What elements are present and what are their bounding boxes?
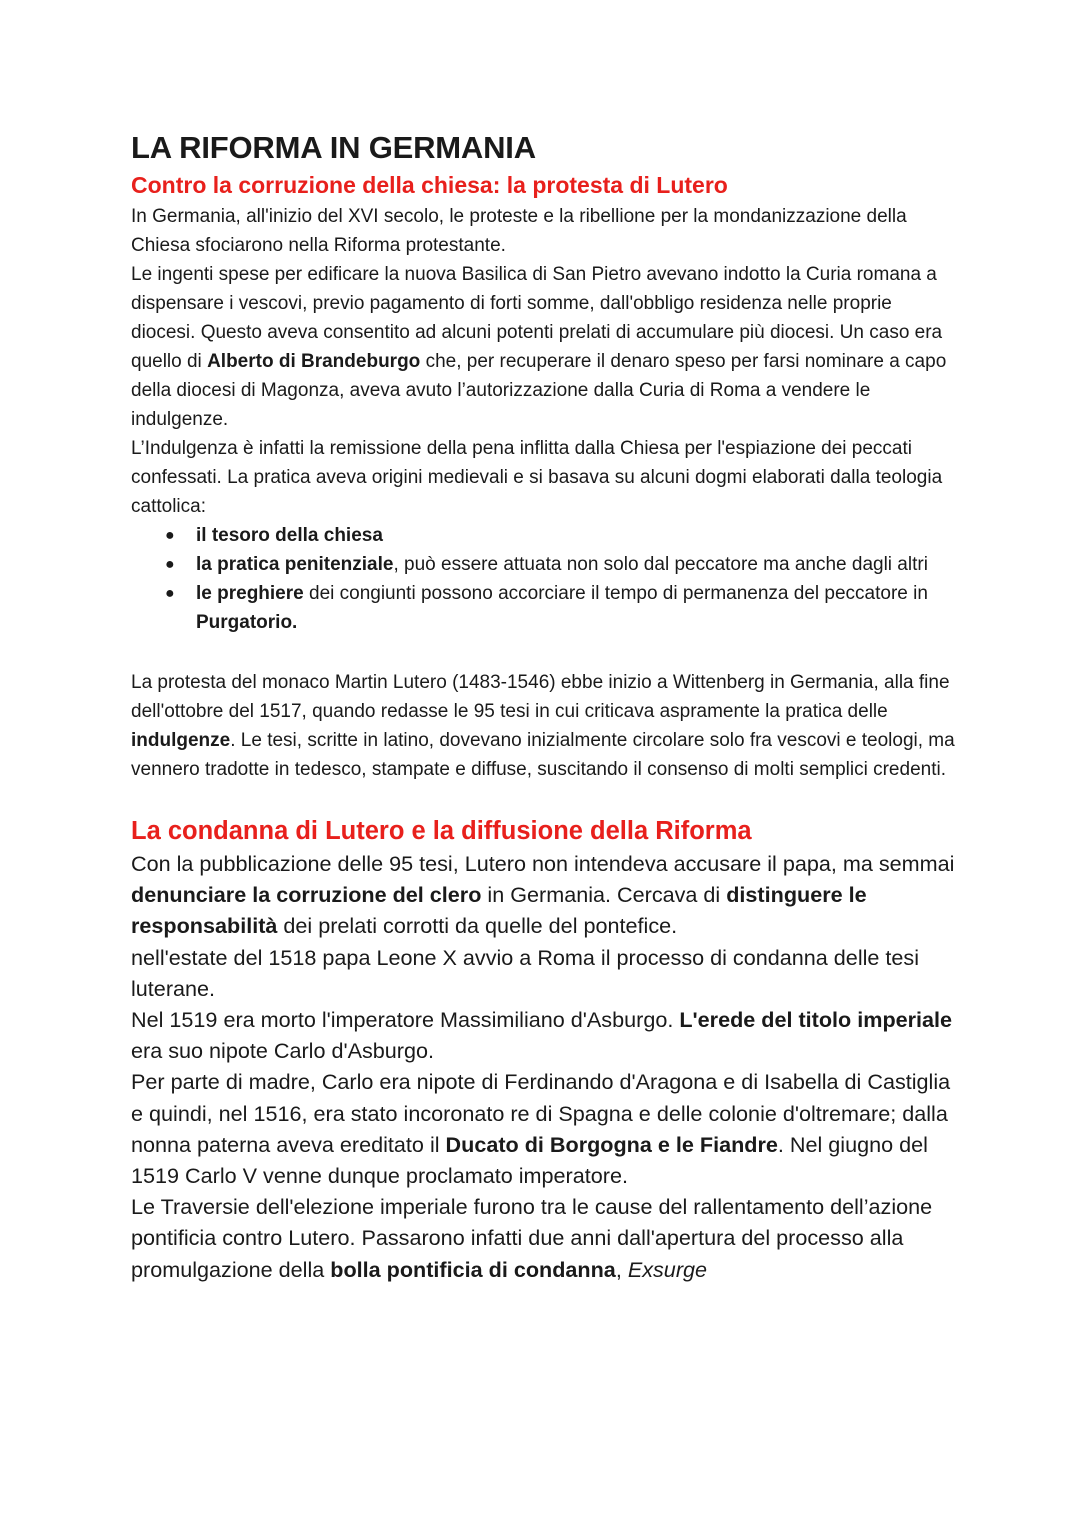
bold-term: indulgenze	[131, 730, 231, 751]
list-item	[165, 579, 961, 637]
text-run: Le Traversie dell'elezione imperiale furono tra le cause del rallentamento dell’azione pontificia contro Lutero. Passarono infatti due anni dall'apertura del processo alla promulgazione della	[131, 1194, 933, 1282]
list-item	[165, 521, 961, 550]
text-run: La protesta del monaco Martin Lutero (1483-1546) ebbe inizio a Wittenberg in Germania, alla fine dell'ottobre del 1517, quando redasse le 95 tesi in cui criticava aspramente la pratica delle	[131, 672, 950, 722]
bold-term: denunciare la corruzione del clero	[131, 882, 482, 908]
bold-term: le preghiere	[196, 583, 304, 604]
bold-term: bolla pontificia di condanna	[330, 1256, 616, 1282]
paragraph-carlo-v	[131, 1066, 961, 1191]
text-run: Nel 1519 era morto l'imperatore Massimiliano d'Asburgo.	[131, 1007, 680, 1033]
paragraph-95-tesi	[131, 668, 961, 784]
bold-term: Ducato di Borgogna e le Fiandre	[445, 1131, 778, 1157]
dogma-list	[131, 521, 961, 637]
text-run: che, per recuperare il denaro speso per farsi nominare a capo della diocesi di Magonza, aveva avuto l’autorizzazione dalla Curia di Roma a vendere le indulgenze.	[131, 351, 947, 430]
paragraph-spacer	[131, 637, 961, 668]
text-run: Le ingenti spese per edificare la nuova Basilica di San Pietro avevano indotto la Curia romana a dispensare i vescovi, previo pagamento di forti somme, dall'obbligo residenza nelle proprie diocesi. Questo aveva consentito ad alcuni potenti prelati di accumulare più diocesi. Un caso era quello di	[131, 264, 943, 372]
list-item	[165, 550, 961, 579]
paragraph-leone-x: nell'estate del 1518 papa Leone X avvio a Roma il processo di condanna delle tesi luterane.	[131, 944, 920, 1001]
text-run: , può essere attuata non solo dal peccatore ma anche dagli altri	[393, 554, 928, 575]
text-run: in Germania. Cercava di	[481, 882, 727, 908]
text-run: . Nel giugno del 1519 Carlo V venne dunque proclamato imperatore.	[131, 1131, 928, 1189]
text-run: dei congiunti possono accorciare il tempo di permanenza del peccatore in	[303, 583, 928, 604]
bold-term: L'erede del titolo imperiale	[679, 1007, 953, 1033]
text-run: dei prelati corrotti da quelle del pontefice.	[277, 913, 678, 939]
bold-term: il tesoro della chiesa	[196, 525, 383, 546]
section-heading: La condanna di Lutero e la diffusione della Riforma	[131, 817, 752, 845]
text-run: . Le tesi, scritte in latino, dovevano inizialmente circolare solo fra vescovi e teologi, ma vennero tradotte in tedesco, stampate e diffuse, suscitando il consenso di molti semplici credenti.	[131, 730, 955, 780]
bullet-icon: ●	[165, 585, 175, 602]
paragraph-indulgenza: L’Indulgenza è infatti la remissione della pena inflitta dalla Chiesa per l'espiazione dei peccati confessati. La pratica aveva origini medievali e si basava su alcuni dogmi elaborati dalla teologia cattolica:	[131, 438, 943, 517]
paragraph-intro: In Germania, all'inizio del XVI secolo, le proteste e la ribellione per la mondanizzazione della Chiesa sfociarono nella Riforma protestante.	[131, 206, 907, 256]
text-run: Con la pubblicazione delle 95 tesi, Lutero non intendeva accusare il papa, ma semmai	[131, 851, 955, 876]
paragraph-traversie	[131, 1191, 961, 1285]
paragraph-pubblicazione	[131, 848, 961, 942]
page-title: LA RIFORMA IN GERMANIA	[131, 130, 536, 165]
bullet-icon: ●	[165, 556, 175, 573]
paragraph-massimiliano	[131, 1004, 961, 1066]
paragraph-curia	[131, 260, 961, 434]
bold-term: distinguere le responsabilità	[131, 882, 867, 939]
section-heading: Contro la corruzione della chiesa: la protesta di Lutero	[131, 172, 728, 198]
text-run: ,	[615, 1256, 628, 1282]
text-run: Per parte di madre, Carlo era nipote di Ferdinando d'Aragona e di Isabella di Castiglia e quindi, nel 1516, era stato incoronato re di Spagna e delle colonie d'oltremare; dalla nonna paterna aveva ereditato il	[131, 1069, 951, 1157]
italic-term: Exsurge	[627, 1256, 708, 1282]
bullet-icon: ●	[165, 527, 175, 544]
section-condanna-lutero	[131, 814, 961, 1285]
section-protesta-lutero	[131, 168, 961, 784]
text-run: era suo nipote Carlo d'Asburgo.	[131, 1038, 435, 1064]
bold-term: Alberto di Brandeburgo	[207, 351, 421, 372]
document-page	[131, 128, 961, 1285]
bold-term: la pratica penitenziale	[196, 554, 394, 575]
bold-term: Purgatorio.	[196, 612, 298, 633]
